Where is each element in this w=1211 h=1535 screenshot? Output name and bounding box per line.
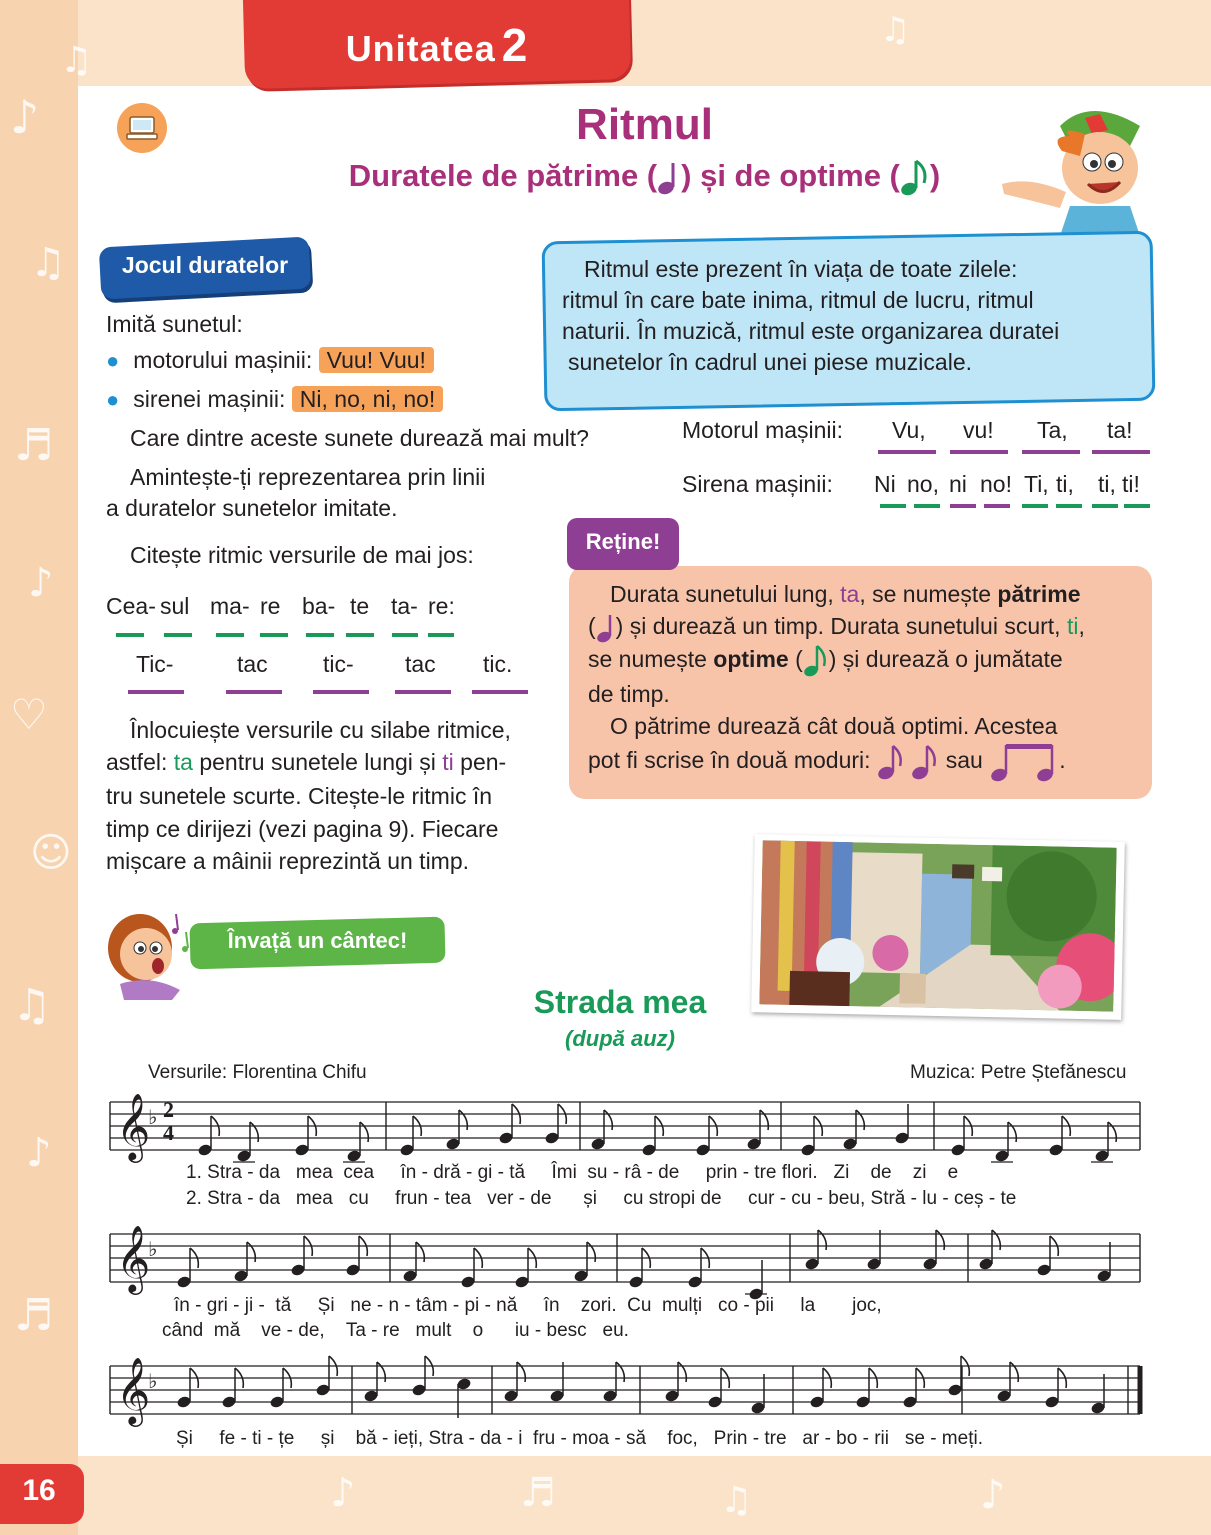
music-note-doodle-icon: ♫ [720, 1480, 753, 1521]
page-title: Ritmul [576, 100, 713, 149]
flat-key-signature-icon: ♭ [148, 1237, 158, 1261]
siren-syllable: Ti, [1024, 471, 1049, 497]
verse-syllable: Cea- [106, 593, 156, 619]
note-flag [1108, 1122, 1116, 1142]
lyrics-credit: Versurile: Florentina Chifu [148, 1062, 367, 1083]
note-flag [936, 1230, 944, 1250]
lyrics-line-1: 1. Stra - da mea cea în - dră - gi - tă Îmi su - râ - de prin - tre flori. Zi de zi e [186, 1162, 959, 1183]
read-prompt: Citește ritmic versurile de mai jos: [130, 542, 474, 568]
verse-syllable: re [260, 593, 281, 619]
siren-syllable: no! [980, 471, 1012, 497]
smiley-doodle-icon: ☺ [30, 830, 72, 876]
replace-paragraph-line4: timp ce dirijezi (vezi pagina 9). Fiecare [106, 816, 499, 842]
sound-highlight: Ni, no, ni, no! [292, 386, 444, 412]
time-signature-numerator: 2 [163, 1097, 174, 1122]
siren-syllable: ti, [1056, 471, 1074, 497]
note-flag [587, 1242, 595, 1262]
music-note-doodle-icon: ♪ [10, 90, 40, 144]
music-note-doodle-icon: ♪ [28, 560, 54, 606]
replace-paragraph-line2: astfel: ta pentru sunetele lungi și ti pen- [106, 749, 507, 775]
rule-text: Durata sunetului lung, ta, se numește pătrime ( ) și durează un timp. Durata sunetului scurt, ti, se numește optime ( ) și durează o jumătate de timp. O pătrime durează cât două optimi. Acestea pot fi scrise în două moduri: sau . [588, 578, 1143, 782]
music-note-doodle-icon: ♫ [60, 40, 93, 81]
music-note-doodle-icon: ♪ [330, 1470, 356, 1516]
verse-syllable: ta- [391, 593, 418, 619]
list-item: ● motorului mașinii: Vuu! Vuu! [106, 344, 434, 377]
tick-syllable: tic. [483, 651, 513, 677]
note-flag [1008, 1122, 1016, 1142]
music-note-doodle-icon: ♬ [14, 1290, 54, 1341]
info-callout-text: Ritmul este prezent în viața de toate zilele: ritmul în care bate inima, ritmul de lucru, ritmul naturii. În muzică, ritmul este organizarea duratei sunetelor în cadrul unei piese muzicale. [562, 256, 1060, 375]
treble-clef-icon: 𝄞 [116, 1356, 151, 1424]
remember-badge-label: Reține! [585, 529, 661, 554]
note-flag [517, 1362, 525, 1382]
music-credit: Muzica: Petre Ștefănescu [910, 1062, 1127, 1083]
bullet-icon: ● [106, 387, 120, 412]
page-subtitle: Duratele de pătrime ( ) și de optime ( ) [78, 158, 1211, 197]
tick-syllable: tac [237, 651, 268, 677]
replace-paragraph-line3: tru sunetele scurte. Citește-le ritmic în [106, 783, 493, 809]
note-flag [459, 1110, 467, 1130]
remember-text-line2: a duratelor sunetelor imitate. [106, 495, 398, 521]
game-section-label: Jocul duratelor [121, 252, 289, 278]
siren-syllable: ni [949, 471, 967, 497]
music-note-doodle-icon: ♫ [12, 980, 52, 1031]
replace-paragraph-line1: Înlocuiește versurile cu silabe ritmice, [130, 717, 511, 743]
lyrics-line-3: în - gri - ji - tă Și ne - n - tâm - pi - nă în zori. Cu mulți co - pii la joc, [174, 1295, 882, 1316]
page-number: 16 [22, 1474, 56, 1507]
verse-syllable: ma- [210, 593, 250, 619]
unit-tab-label: Unitatea 2 [345, 19, 529, 71]
motor-syllable: Vu, [892, 417, 926, 443]
music-note-doodle-icon: ♪ [26, 1130, 52, 1176]
guitar-doodle-icon: ♬ [14, 420, 54, 471]
tick-syllable: tic- [323, 651, 354, 677]
imitate-intro: Imită sunetul: [106, 311, 243, 337]
treble-clef-icon: 𝄞 [116, 1092, 151, 1160]
flat-key-signature-icon: ♭ [148, 1105, 158, 1129]
motor-syllable: vu! [963, 417, 994, 443]
remember-text-line1: Amintește-ți reprezentarea prin linii [130, 464, 486, 490]
heart-doodle-icon: ♡ [10, 690, 48, 739]
motor-row-label: Motorul mașinii: [682, 417, 844, 443]
note-flag [1010, 1362, 1018, 1382]
guitar-doodle-icon: ♪ [980, 1472, 1006, 1518]
flat-key-signature-icon: ♭ [148, 1369, 158, 1393]
siren-syllable: ti! [1122, 471, 1140, 497]
note-flag [377, 1362, 385, 1382]
music-note-doodle-icon: ♫ [30, 240, 66, 286]
note-flag [818, 1230, 826, 1250]
motor-syllable: Ta, [1037, 417, 1068, 443]
time-signature-denominator: 4 [163, 1120, 174, 1145]
siren-row-label: Sirena mașinii: [682, 471, 833, 497]
lyrics-line-2: 2. Stra - da mea cu frun - tea ver - de și cu stropi de cur - cu - beu, Stră - lu - ceș - te [186, 1188, 1017, 1209]
music-note-doodle-icon: ♫ [880, 10, 911, 50]
song-subtitle: (după auz) [565, 1026, 675, 1051]
tick-syllable: tac [405, 651, 436, 677]
keyboard-doodle-icon: ♬ [520, 1470, 556, 1516]
note-flag [760, 1110, 768, 1130]
learn-song-label: Învață un cântec! [227, 928, 408, 953]
siren-syllable: no, [907, 471, 939, 497]
note-flag [416, 1242, 424, 1262]
sound-highlight: Vuu! Vuu! [319, 347, 434, 373]
note-flag [856, 1110, 864, 1130]
treble-clef-icon: 𝄞 [116, 1224, 151, 1292]
bullet-icon: ● [106, 348, 120, 373]
verse-syllable: ba- [302, 593, 336, 619]
verse-syllable: re: [428, 593, 455, 619]
note-flag [992, 1230, 1000, 1250]
question-text: Care dintre aceste sunete durează mai mult? [130, 425, 589, 451]
siren-syllable: ti, [1098, 471, 1116, 497]
tick-syllable: Tic- [136, 651, 174, 677]
note-flag [360, 1122, 368, 1142]
lyrics-line-4: când mă ve - de, Ta - re mult o iu - besc eu. [162, 1320, 629, 1341]
lyrics-line-5: Și fe - ti - țe și bă - ieți, Stra - da - i fru - moa - să foc, Prin - tre ar - bo - rii se - meți. [176, 1428, 983, 1449]
list-item: ● sirenei mașinii: Ni, no, ni, no! [106, 383, 443, 416]
note-flag [250, 1122, 258, 1142]
motor-syllable: ta! [1107, 417, 1133, 443]
note-flag [604, 1110, 612, 1130]
verse-syllable: te [350, 593, 370, 619]
song-title: Strada mea [533, 984, 707, 1020]
replace-paragraph-line5: mișcare a mâinii reprezintă un timp. [106, 848, 470, 874]
siren-syllable: Ni [874, 471, 896, 497]
note-flag [247, 1242, 255, 1262]
note-flag [678, 1362, 686, 1382]
note-flag [616, 1362, 624, 1382]
verse-syllable: sul [160, 593, 190, 619]
